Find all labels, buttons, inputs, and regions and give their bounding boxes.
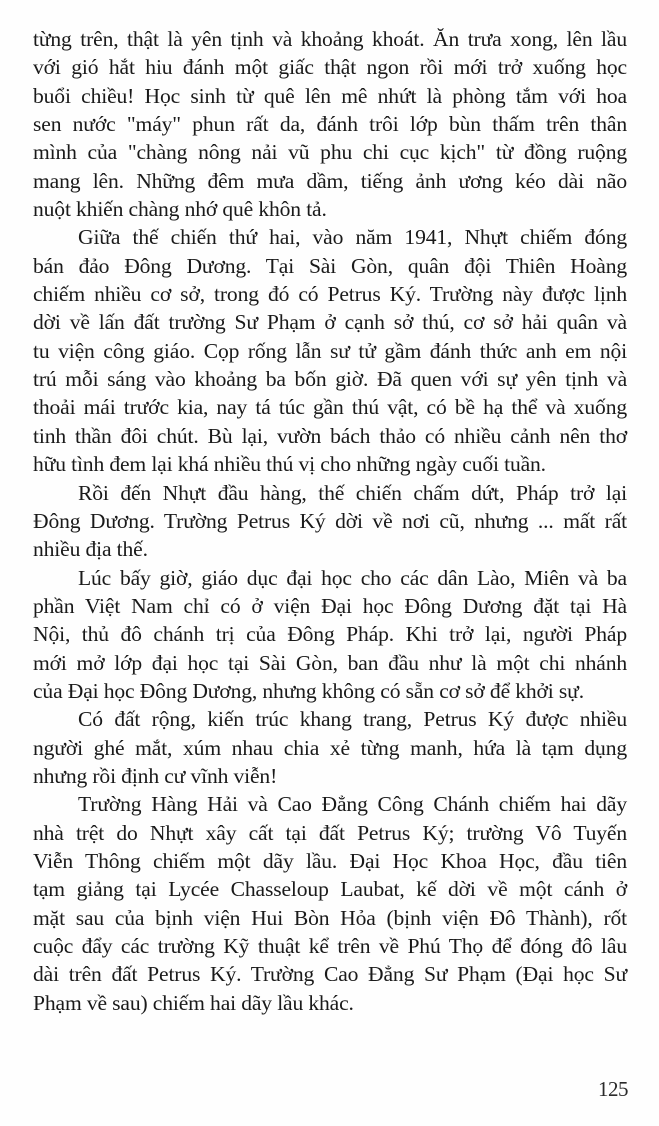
page-number: 125 (598, 1077, 628, 1101)
text-line: Nội, thủ đô chánh trị của Đông Pháp. Khi trở lại, người Pháp (33, 622, 627, 647)
text-line: thoải mái trước kia, nay tá túc gần thú vật, có bề hạ thể và xuống (33, 395, 627, 420)
text-line: nhưng rồi định cư vĩnh viễn! (33, 763, 278, 788)
paragraph-2 (33, 223, 627, 478)
text-line: buổi chiều! Học sinh từ quê lên mê nhứt là phòng tắm với hoa (33, 83, 627, 108)
text-line: mình của "chàng nông nải vũ phu chi cục kịch" từ đồng ruộng (33, 140, 627, 165)
text-line: nuột khiến chàng nhớ quê khôn tả. (33, 197, 327, 222)
text-line: dời về lấn đất trường Sư Phạm ở cạnh sở thú, cơ sở hải quân và (33, 310, 627, 335)
text-line: tạm giảng tại Lycée Chasseloup Laubat, kế dời về một cánh ở (33, 877, 627, 902)
text-line: trú mỗi sáng vào khoảng ba bốn giờ. Đã quen với sự yên tịnh và (33, 367, 627, 392)
paragraph-3 (33, 479, 627, 564)
text-line: của Đại học Đông Dương, nhưng không có sẵn cơ sở để khởi sự. (33, 678, 584, 703)
paragraph-1 (33, 25, 627, 223)
text-line: từng trên, thật là yên tịnh và khoảng khoát. Ăn trưa xong, lên lầu (33, 27, 627, 51)
text-line: mới mở lớp đại học tại Sài Gòn, ban đầu như là một chi nhánh (33, 650, 627, 675)
text-line: nhà trệt do Nhựt xây cất tại đất Petrus Ký; trường Vô Tuyến (33, 820, 627, 845)
text-line: Viễn Thông chiếm một dãy lầu. Đại Học Khoa Học, đầu tiên (33, 848, 627, 873)
text-line: Đông Dương. Trường Petrus Ký dời về nơi cũ, nhưng ... mất rất (33, 508, 627, 533)
text-line: hữu tình đem lại khá nhiều thú vị cho những ngày cuối tuần. (33, 452, 546, 477)
text-line: người ghé mắt, xúm nhau chia xẻ từng manh, hứa là tạm dụng (33, 735, 627, 760)
text-line: mặt sau của bịnh viện Hui Bòn Hỏa (bịnh viện Đô Thành), rốt (33, 905, 627, 930)
text-line: mang lên. Những đêm mưa dầm, tiếng ảnh ương kéo dài não (33, 168, 627, 193)
text-line: bán đảo Đông Dương. Tại Sài Gòn, quân đội Thiên Hoàng (33, 253, 627, 278)
text-line: phần Việt Nam chỉ có ở viện Đại học Đông Dương đặt tại Hà (33, 593, 627, 618)
text-line: tinh thần đôi chút. Bù lại, vườn bách thảo có nhiều cảnh nên thơ (33, 423, 627, 448)
text-line: Trường Hàng Hải và Cao Đẳng Công Chánh chiếm hai dãy (78, 792, 627, 817)
text-line: cuộc đẩy các trường Kỹ thuật kể trên về Phú Thọ để đóng đô lâu (33, 934, 627, 958)
text-line: nhiều địa thế. (33, 537, 148, 562)
paragraph-4 (33, 564, 627, 706)
paragraph-5 (33, 705, 627, 790)
paragraph-6 (33, 790, 627, 1017)
text-line: tu viện công giáo. Cọp rống lẫn sư tử gầm đánh thức anh em nội (33, 338, 627, 363)
text-line: Giữa thế chiến thứ hai, vào năm 1941, Nhựt chiếm đóng (78, 225, 627, 250)
text-line: Có đất rộng, kiến trúc khang trang, Petrus Ký được nhiều (78, 707, 627, 732)
text-line: Phạm về sau) chiếm hai dãy lầu khác. (33, 990, 354, 1015)
text-line: Rồi đến Nhựt đầu hàng, thế chiến chấm dứt, Pháp trở lại (78, 480, 627, 505)
text-line: Lúc bấy giờ, giáo dục đại học cho các dân Lào, Miên và ba (78, 565, 627, 590)
text-line: với gió hắt hiu đánh một giấc thật ngon rồi mới trở xuống học (33, 55, 627, 80)
text-line: chiếm nhiều cơ sở, trong đó có Petrus Ký. Trường này được lịnh (33, 282, 627, 307)
text-line: sen nước "máy" phun rất da, đánh trôi lớp bùn thấm trên thân (33, 112, 627, 137)
page-body-text (33, 25, 627, 1017)
text-line: dài trên đất Petrus Ký. Trường Cao Đẳng Sư Phạm (Đại học Sư (33, 962, 627, 987)
